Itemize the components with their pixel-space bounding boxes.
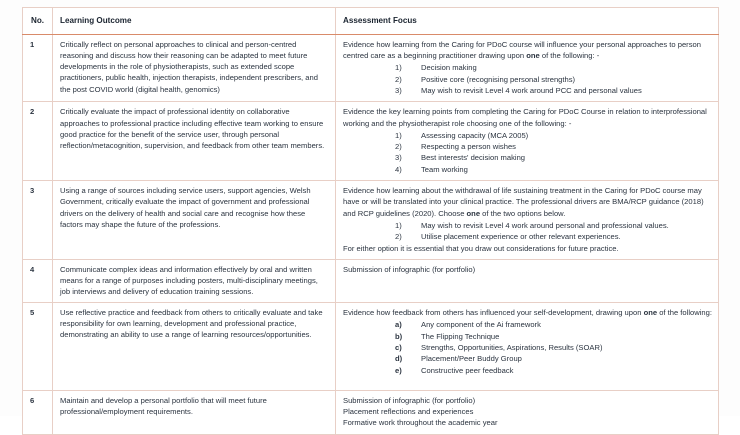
row-number: 4: [23, 259, 53, 302]
list-item-text: Constructive peer feedback: [421, 365, 514, 375]
list-item: [343, 365, 712, 376]
row-number: 5: [23, 303, 53, 391]
row-number: 3: [23, 181, 53, 259]
assessment-intro: Submission of infographic (for portfolio): [343, 264, 476, 274]
assessment-option-list: [343, 62, 712, 96]
assessment-outro: For either option it is essential that you draw out considerations for future practice.: [343, 243, 619, 253]
list-marker: c): [395, 343, 402, 353]
assessment-focus-cell: [336, 34, 719, 101]
table-row: [23, 34, 719, 101]
learning-outcome-cell: Critically evaluate the impact of professional identity on collaborative approaches to professional practice including effective team working to ensure good practice for the benefit of the service user, through personal reflection/metacognition, supervision, and feedback from other team members.: [53, 102, 336, 181]
assessment-intro: Evidence how learning from the Caring for PDoC course will influence your personal approaches to person centred care as a beginning practitioner drawing upon one of the following: -: [343, 39, 701, 61]
list-marker: 3): [395, 85, 402, 95]
assessment-option-list: [343, 130, 712, 176]
emphasis-text: one: [466, 208, 481, 218]
assessment-focus-cell: [336, 181, 719, 259]
list-item: [343, 231, 712, 242]
assessment-focus-cell: [336, 259, 719, 302]
list-item: [343, 220, 712, 231]
list-marker: d): [395, 354, 403, 364]
list-item-text: Strengths, Opportunities, Aspirations, Results (SOAR): [421, 343, 603, 353]
table-row: [23, 391, 719, 434]
list-item-text: Positive core (recognising personal strengths): [421, 74, 576, 84]
row-number: 6: [23, 391, 53, 434]
list-item: [343, 62, 712, 73]
list-item-text: Team working: [421, 164, 468, 174]
assessment-focus-cell: [336, 303, 719, 391]
table-row: [23, 259, 719, 302]
list-item: [343, 353, 712, 364]
list-marker: e): [395, 365, 402, 375]
learning-outcome-cell: Maintain and develop a personal portfolio that will meet future professional/employment requirements.: [53, 391, 336, 434]
table-row: [23, 181, 719, 259]
assessment-option-list: [343, 220, 712, 243]
list-marker: 2): [395, 142, 402, 152]
assessment-intro: Evidence how learning about the withdrawal of life sustaining treatment in the Caring for PDoC course may have or will be translated into your clinical practice. The professional drivers are BMA/RCP guidance (2018) and RCP guidelines (2020). Choose one of the two options below.: [343, 186, 704, 218]
assessment-intro: Evidence how feedback from others has influenced your self-development, drawing upon one of the following:: [343, 308, 712, 318]
list-item: [343, 141, 712, 152]
list-marker: 1): [395, 63, 402, 73]
row-number: 2: [23, 102, 53, 181]
list-marker: 1): [395, 130, 402, 140]
assessment-intro: Evidence the key learning points from completing the Caring for PDoC Course in relation to interprofessional working and the physiotherapist role choosing one of the following: -: [343, 107, 707, 128]
row-number: 1: [23, 34, 53, 101]
learning-outcome-cell: Communicate complex ideas and information effectively by oral and written means for a range of purposes including posters, multi-disciplinary meetings, job interviews and delivery of education training sessions.: [53, 259, 336, 302]
list-item: [343, 342, 712, 353]
assessment-intro: Submission of infographic (for portfolio): [343, 396, 476, 406]
list-item: [343, 164, 712, 175]
list-item: [343, 130, 712, 141]
emphasis-text: one: [526, 51, 540, 61]
list-marker: b): [395, 331, 403, 341]
list-item-text: Decision making: [421, 63, 477, 73]
list-item-text: Assessing capacity (MCA 2005): [421, 130, 529, 140]
list-item: [343, 319, 712, 330]
list-item-text: Utilise placement experience or other relevant experiences.: [421, 232, 621, 242]
list-item-text: Best interests' decision making: [421, 153, 526, 163]
learning-outcome-cell: Using a range of sources including service users, support agencies, Welsh Government, critically evaluate the impact of government and professional drivers on the delivery of health and social care and recognise how these factors may shape the future of the professions.: [53, 181, 336, 259]
list-item: [343, 152, 712, 163]
assessment-focus-cell: [336, 102, 719, 181]
column-header-no: No.: [23, 8, 53, 35]
list-marker: 2): [395, 232, 402, 242]
table-header-row: [23, 8, 719, 35]
assessment-extra-line: Formative work throughout the academic year: [343, 418, 498, 428]
list-marker: 3): [395, 153, 402, 163]
learning-outcome-cell: Critically reflect on personal approaches to clinical and person-centred reasoning and discuss how their reasoning can be adapted to meet future developments in the role of physiotherapists, such as extended scope practitioners, public health, injection therapists, independent prescribers, and the post COVID world (digital health, genomics): [53, 34, 336, 101]
table-header: [23, 8, 719, 35]
assessment-focus-cell: [336, 391, 719, 434]
table-body: [23, 34, 719, 434]
list-item-text: Respecting a person wishes: [421, 142, 516, 152]
list-item-text: Any component of the Ai framework: [421, 320, 541, 330]
assessment-extra-line: Placement reflections and experiences: [343, 407, 474, 417]
list-marker: 4): [395, 164, 402, 174]
column-header-assessment-focus: Assessment Focus: [336, 8, 719, 35]
list-item-text: The Flipping Technique: [421, 331, 500, 341]
list-marker: a): [395, 320, 402, 330]
list-item-text: May wish to revisit Level 4 work around PCC and personal values: [421, 85, 642, 95]
column-header-learning-outcome: Learning Outcome: [53, 8, 336, 35]
table-row: [23, 102, 719, 181]
list-marker: 2): [395, 74, 402, 84]
learning-outcomes-table: [22, 7, 719, 435]
list-item: [343, 85, 712, 96]
list-item: [343, 74, 712, 85]
assessment-option-list: [343, 319, 712, 376]
list-item: [343, 331, 712, 342]
list-item-text: May wish to revisit Level 4 work around personal and professional values.: [421, 220, 669, 230]
emphasis-text: one: [643, 308, 658, 318]
table-row: [23, 303, 719, 391]
learning-outcome-cell: Use reflective practice and feedback from others to critically evaluate and take responsibility for own learning, development and professional practice, demonstrating an ability to use a range of learning resources/opportunities.: [53, 303, 336, 391]
list-marker: 1): [395, 220, 402, 230]
list-item-text: Placement/Peer Buddy Group: [421, 354, 522, 364]
